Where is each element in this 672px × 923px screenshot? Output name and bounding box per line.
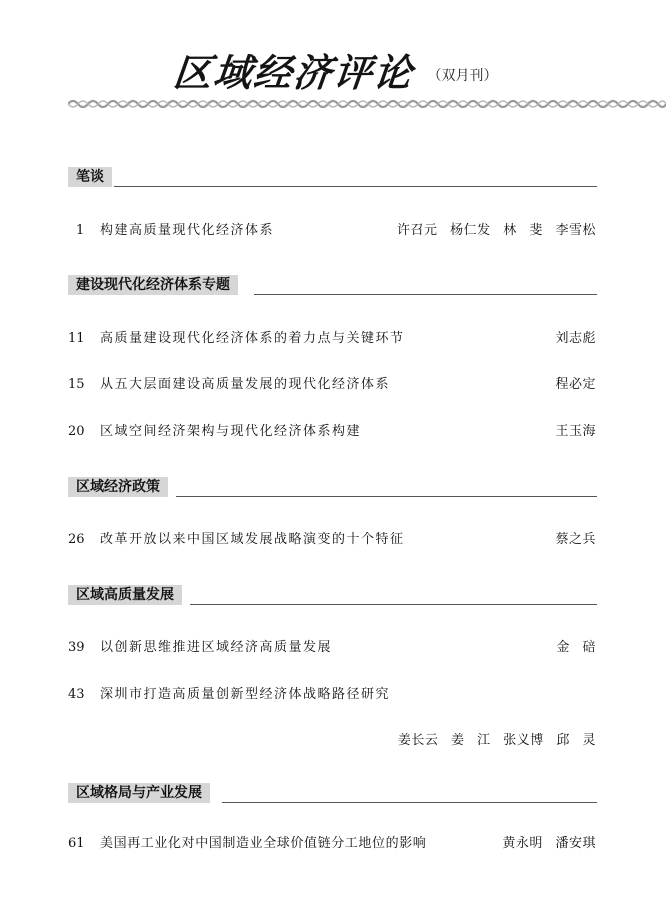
section-header <box>68 477 597 497</box>
article-authors: 刘志彪 <box>555 331 596 346</box>
page-number: 1 <box>76 223 85 238</box>
article-title: 美国再工业化对中国制造业全球价值链分工地位的影响 <box>100 836 427 851</box>
toc-entry[interactable] <box>68 221 596 241</box>
section-rule <box>190 604 597 605</box>
article-title: 构建高质量现代化经济体系 <box>100 223 275 238</box>
page-number: 26 <box>68 532 85 547</box>
article-title: 从五大层面建设高质量发展的现代化经济体系 <box>100 377 391 392</box>
page-number: 20 <box>68 424 85 439</box>
article-authors: 程必定 <box>555 377 596 392</box>
article-title: 深圳市打造高质量创新型经济体战略路径研究 <box>100 687 391 702</box>
section-header <box>68 167 597 187</box>
page-number: 11 <box>68 331 85 346</box>
page-number: 39 <box>68 640 85 655</box>
page-number: 15 <box>68 377 85 392</box>
section-header <box>68 783 597 803</box>
section-header <box>68 275 597 295</box>
journal-title: 区域经济评论 <box>171 50 417 95</box>
section-title: 建设现代化经济体系专题 <box>68 275 238 295</box>
article-authors: 许召元 杨仁发 林 斐 李雪松 <box>396 223 596 238</box>
section-rule <box>114 186 597 187</box>
article-authors: 王玉海 <box>555 424 596 439</box>
masthead <box>0 42 672 95</box>
article-authors: 黄永明 潘安琪 <box>502 836 596 851</box>
toc-entry[interactable] <box>68 638 596 658</box>
article-title: 改革开放以来中国区域发展战略演变的十个特征 <box>100 532 405 547</box>
article-authors: 金 碚 <box>556 640 596 655</box>
article-authors: 蔡之兵 <box>555 532 596 547</box>
section-rule <box>222 802 597 803</box>
toc-entry[interactable] <box>68 422 596 442</box>
section-title: 区域高质量发展 <box>68 585 182 605</box>
toc-entry[interactable] <box>68 329 596 349</box>
toc-entry[interactable] <box>68 530 596 550</box>
section-header <box>68 585 597 605</box>
toc-entry[interactable] <box>68 685 596 751</box>
journal-frequency: （双月刊） <box>427 67 498 84</box>
section-rule <box>176 496 597 497</box>
article-title: 区域空间经济架构与现代化经济体系构建 <box>100 424 362 439</box>
section-title: 笔谈 <box>68 167 112 187</box>
decorative-wave-divider <box>68 98 666 110</box>
section-title: 区域经济政策 <box>68 477 168 497</box>
article-title: 高质量建设现代化经济体系的着力点与关键环节 <box>100 331 405 346</box>
article-title: 以创新思维推进区域经济高质量发展 <box>100 640 333 655</box>
page-number: 61 <box>68 836 85 851</box>
toc-entry[interactable] <box>68 375 596 395</box>
article-authors: 姜长云 姜 江 张义博 邱 灵 <box>397 733 596 748</box>
page-number: 43 <box>68 687 85 702</box>
toc-entry[interactable] <box>68 834 596 854</box>
section-rule <box>254 294 597 295</box>
section-title: 区域格局与产业发展 <box>68 783 210 803</box>
